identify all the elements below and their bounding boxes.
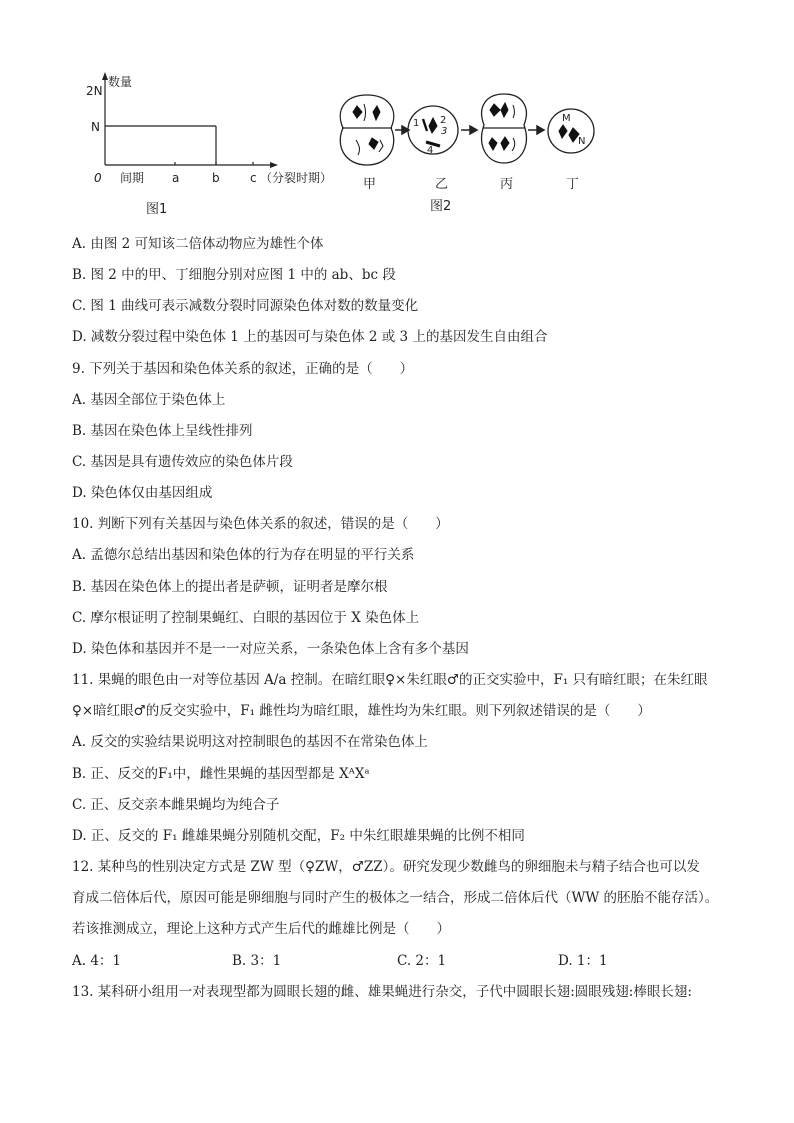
- text-line: 若该推测成立，理论上这种方式产生后代的雌雄比例是（ ）: [72, 921, 450, 937]
- text-line: D. 染色体仅由基因组成: [72, 485, 213, 501]
- x-axis-arrow: [270, 162, 278, 168]
- text-line: B. 基因在染色体上的提出者是萨顿，证明者是摩尔根: [72, 579, 388, 595]
- text-line: B. 基因在染色体上呈线性排列: [72, 423, 253, 439]
- chromosome-4-label: 4: [427, 145, 434, 156]
- text-line: C. 图 1 曲线可表示减数分裂时同源染色体对数的数量变化: [72, 298, 419, 314]
- text-line: 13. 某科研小组用一对表现型都为圆眼长翅的雌、雄果蝇进行杂交，子代中圆眼长翅:圆眼残翅:棒眼长翅:: [72, 984, 692, 1000]
- cell-label-ding: 丁: [566, 177, 580, 192]
- cell-label-bing: 丙: [500, 177, 514, 192]
- text-line: D. 减数分裂过程中染色体 1 上的基因可与染色体 2 或 3 上的基因发生自由组合: [72, 329, 548, 345]
- chromosome-2-label: 2: [440, 115, 447, 126]
- chromosome-m-label: M: [562, 113, 571, 124]
- text-line: A. 反交的实验结果说明这对控制眼色的基因不在常染色体上: [72, 734, 428, 750]
- chromosome-1-label: 1: [413, 118, 420, 129]
- y-tick-n: N: [91, 120, 100, 134]
- text-line: 9. 下列关于基因和染色体关系的叙述，正确的是（ ）: [72, 361, 414, 377]
- option-a: A. 4：1: [72, 953, 122, 969]
- figure1-graph: [0, 0, 360, 225]
- text-line: B. 图 2 中的甲、丁细胞分别对应图 1 中的 ab、bc 段: [72, 267, 396, 283]
- figure1-caption: 图1: [146, 202, 168, 217]
- y-tick-2n: 2N: [86, 84, 103, 98]
- x-axis-label: （分裂时期）: [260, 171, 333, 185]
- text-line: A. 由图 2 可知该二倍体动物应为雄性个体: [72, 236, 324, 252]
- figure2-caption: 图2: [430, 199, 452, 214]
- text-line: 12. 某种鸟的性别决定方式是 ZW 型（♀ZW，♂ZZ）。研究发现少数雌鸟的卵细胞未与精子结合也可以发: [72, 859, 700, 875]
- cell-label-jia: 甲: [363, 177, 377, 192]
- option-d: D. 1：1: [558, 953, 608, 969]
- text-line: 11. 果蝇的眼色由一对等位基因 A/a 控制。在暗红眼♀×朱红眼♂的正交实验中，F₁ 只有暗红眼；在朱红眼: [72, 672, 708, 688]
- figure2-cells: [330, 0, 610, 225]
- text-line: ♀×暗红眼♂的反交实验中，F₁ 雌性均为暗红眼，雄性均为朱红眼。则下列叙述错误的是（ ）: [72, 703, 651, 719]
- x-tick-a: a: [172, 171, 180, 185]
- cell-jia: [340, 95, 393, 165]
- chromosome-n-label: N: [578, 136, 586, 147]
- y-axis-label: 数量: [108, 75, 133, 89]
- text-line: D. 染色体和基因并不是一一对应关系，一条染色体上含有多个基因: [72, 641, 469, 657]
- x-tick-c: c: [250, 171, 257, 185]
- option-c: C. 2：1: [397, 953, 447, 969]
- cell-label-yi: 乙: [435, 177, 449, 192]
- text-line: C. 摩尔根证明了控制果蝇红、白眼的基因位于 X 染色体上: [72, 610, 420, 626]
- x-tick-interphase: 间期: [120, 171, 145, 185]
- text-line: 10. 判断下列有关基因与染色体关系的叙述，错误的是（ ）: [72, 516, 449, 532]
- chromosome-3-label: 3: [441, 126, 448, 137]
- x-tick-b: b: [212, 171, 220, 185]
- text-line: C. 基因是具有遗传效应的染色体片段: [72, 454, 293, 470]
- text-line: D. 正、反交的 F₁ 雌雄果蝇分别随机交配，F₂ 中朱红眼雄果蝇的比例不相同: [72, 828, 525, 844]
- text-line: A. 孟德尔总结出基因和染色体的行为存在明显的平行关系: [72, 547, 415, 563]
- option-b: B. 3：1: [232, 953, 282, 969]
- figure-area: [0, 0, 794, 225]
- text-line: 育成二倍体后代，原因可能是卵细胞与同时产生的极体之一结合，形成二倍体后代（WW 的胚胎不能存活）。: [72, 890, 719, 906]
- text-line: B. 正、反交的F₁中，雌性果蝇的基因型都是 XᴬXᵃ: [72, 766, 370, 782]
- origin-label: 0: [94, 171, 102, 185]
- text-line: A. 基因全部位于染色体上: [72, 392, 226, 408]
- text-line: C. 正、反交亲本雌果蝇均为纯合子: [72, 797, 280, 813]
